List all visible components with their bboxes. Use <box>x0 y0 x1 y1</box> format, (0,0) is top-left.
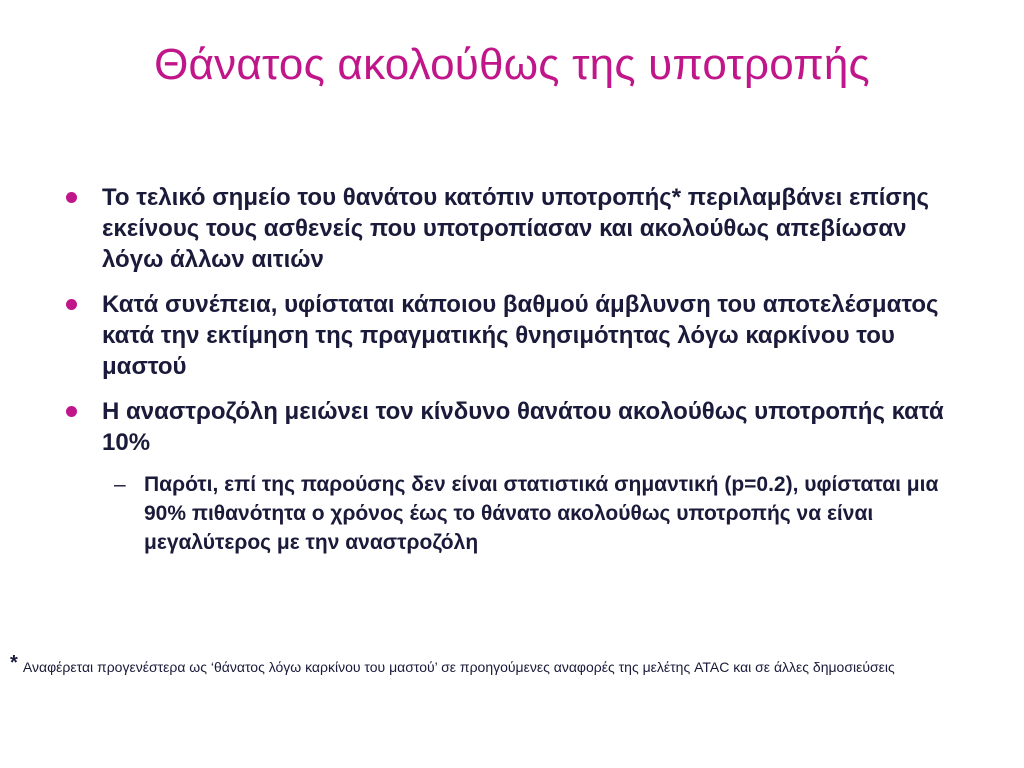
bullet-dot-icon <box>66 406 77 417</box>
bullet-dot-icon <box>66 299 77 310</box>
sub-bullet-text: Παρότι, επί της παρούσης δεν είναι στατιστικά σημαντική (p=0.2), υφίσταται μια 90% πιθανότητα ο χρόνος έως το θάνατο ακολούθως υποτροπής να είναι μεγαλύτερος με την αναστροζόλη <box>144 473 939 554</box>
bullet-item <box>62 289 962 382</box>
bullet-text: Κατά συνέπεια, υφίσταται κάποιου βαθμού άμβλυνση του αποτελέσματος κατά την εκτίμηση της πραγματικής θνησιμότητας λόγω καρκίνου του μαστού <box>102 291 939 380</box>
footnote-marker: * <box>10 652 18 674</box>
sub-bullet-item <box>102 470 962 557</box>
slide-title: Θάνατος ακολούθως της υποτροπής <box>154 40 870 89</box>
dash-marker: – <box>114 473 126 496</box>
bullet-text: Η αναστροζόλη μειώνει τον κίνδυνο θανάτου ακολούθως υποτροπής κατά 10% <box>102 398 944 456</box>
footnote <box>10 652 1000 678</box>
sub-bullet-list <box>102 470 962 557</box>
footnote-text: Αναφέρεται προγενέστερα ως ‘θάνατος λόγω καρκίνου του μαστού’ σε προηγούμενες αναφορές της μελέτης ATAC και σε άλλες δημοσιεύσεις <box>22 659 895 675</box>
bullet-dot-icon <box>66 192 77 203</box>
bullet-text: Το τελικό σημείο του θανάτου κατόπιν υποτροπής* περιλαμβάνει επίσης εκείνους τους ασθενείς που υποτροπίασαν και ακολούθως απεβίωσαν λόγω άλλων αιτιών <box>102 184 929 273</box>
bullet-item <box>62 182 962 275</box>
bullet-list <box>62 182 962 571</box>
bullet-item <box>62 396 962 557</box>
